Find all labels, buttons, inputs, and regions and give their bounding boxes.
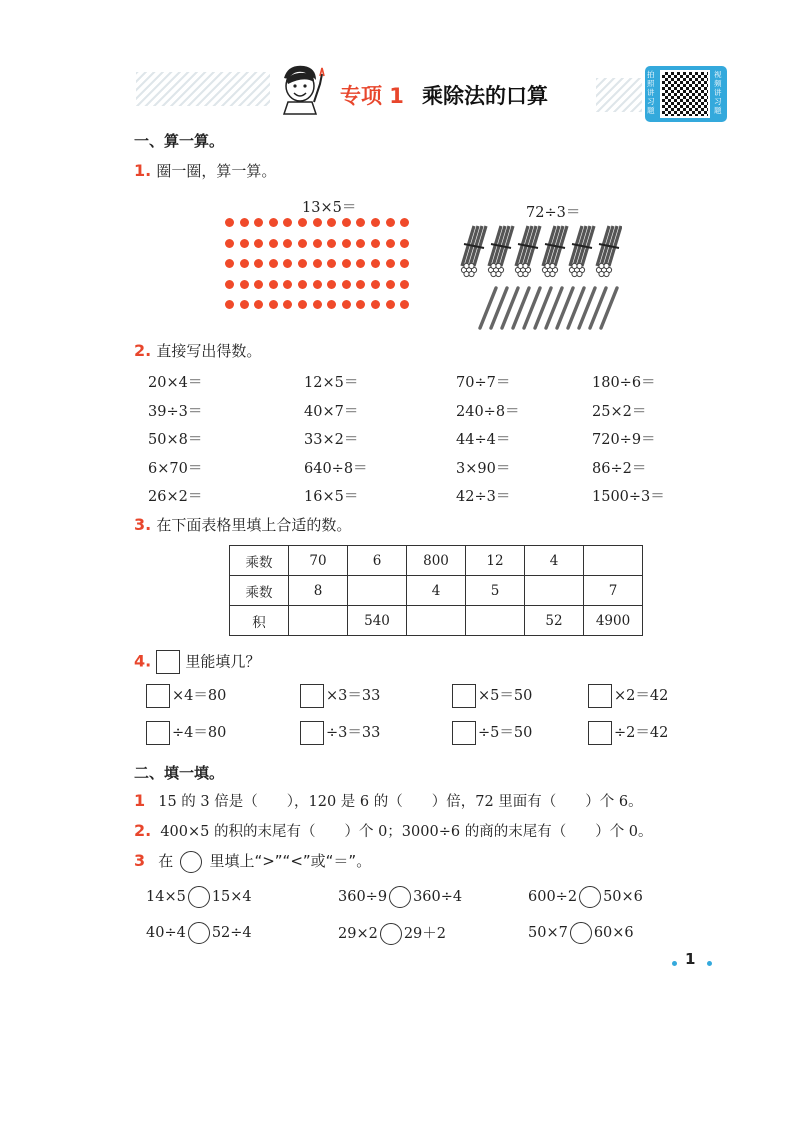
compare-left: 50×7	[528, 925, 568, 941]
q2-expression: 50×8＝	[148, 432, 203, 449]
compare-right: 52÷4	[211, 925, 252, 941]
dot	[327, 259, 336, 268]
f3-post: 里填上“>”“<”或“＝”。	[209, 852, 372, 870]
q2-expression: 1500÷3＝	[592, 489, 665, 506]
dot	[400, 280, 409, 289]
dot	[327, 218, 336, 227]
f3-number: 3	[134, 851, 146, 870]
q2-expression: 39÷3＝	[148, 403, 203, 420]
compare-right: 360÷4	[413, 889, 463, 905]
dot	[356, 280, 365, 289]
f1-number: 1	[134, 791, 146, 810]
dot	[386, 239, 395, 248]
dot	[225, 218, 234, 227]
q4-expression-text: ÷3＝33	[326, 725, 381, 741]
compare-left: 29×2	[338, 926, 378, 942]
compare-item	[338, 886, 462, 908]
q4-expression	[146, 721, 226, 745]
dot-array	[225, 218, 415, 314]
dot	[356, 239, 365, 248]
dot	[371, 218, 380, 227]
dot	[298, 218, 307, 227]
q4-expression	[452, 721, 532, 745]
table-cell: 800	[407, 546, 466, 576]
dot	[342, 218, 351, 227]
q2-expression: 26×2＝	[148, 489, 203, 506]
table-row-header: 积	[230, 606, 289, 636]
page-dot-right	[707, 961, 712, 966]
section-1-title: 一、算一算。	[134, 132, 225, 150]
q4-expression-text: ÷5＝50	[478, 725, 533, 741]
q2-expression: 3×90＝	[456, 460, 511, 477]
dot	[371, 300, 380, 309]
dot	[400, 259, 409, 268]
q4-expression-text: ÷4＝80	[172, 725, 227, 741]
dot	[400, 218, 409, 227]
table-cell: 4900	[584, 606, 643, 636]
table-cell	[407, 606, 466, 636]
table-row-header: 乘数	[230, 546, 289, 576]
q4-expression	[588, 721, 668, 745]
table-cell	[289, 606, 348, 636]
dot	[254, 239, 263, 248]
dot	[225, 280, 234, 289]
q4-expression-text: ×4＝80	[172, 688, 227, 704]
dot	[254, 218, 263, 227]
stick-bundle	[488, 226, 513, 277]
section-2-title: 二、填一填。	[134, 764, 225, 782]
q3-heading	[134, 514, 351, 535]
table-row	[230, 546, 643, 576]
q1-number: 1.	[134, 161, 152, 180]
compare-right: 60×6	[593, 925, 634, 941]
q2-heading	[134, 340, 261, 361]
dot	[327, 300, 336, 309]
dot	[400, 239, 409, 248]
q2-expression: 180÷6＝	[592, 375, 656, 391]
q2-expression: 20×4＝	[148, 375, 203, 391]
answer-box[interactable]	[452, 684, 476, 708]
qr-panel[interactable]	[645, 66, 727, 122]
dot	[342, 300, 351, 309]
q2-text: 直接写出得数。	[156, 342, 262, 360]
dot	[283, 239, 292, 248]
boy-mascot-icon	[274, 62, 330, 116]
stick-bundle	[515, 226, 540, 277]
q2-number: 2.	[134, 341, 152, 360]
dot	[342, 239, 351, 248]
dot	[254, 259, 263, 268]
q4-expression-text: ×2＝42	[614, 688, 669, 704]
answer-box[interactable]	[588, 721, 612, 745]
dot	[240, 259, 249, 268]
qr-right-caption: 视频讲习题	[714, 70, 722, 115]
table-cell: 4	[525, 546, 584, 576]
dot	[327, 239, 336, 248]
dot	[386, 218, 395, 227]
dot	[342, 280, 351, 289]
table-cell: 8	[289, 576, 348, 606]
dot	[386, 300, 395, 309]
compare-left: 14×5	[146, 889, 186, 905]
q2-expression: 16×5＝	[304, 489, 359, 506]
compare-item	[146, 886, 252, 908]
q2-expression: 44÷4＝	[456, 432, 511, 449]
answer-box[interactable]	[146, 721, 170, 745]
q1-text: 圈一圈，算一算。	[156, 162, 277, 180]
dot	[240, 218, 249, 227]
header-stripe-right	[596, 78, 642, 112]
sticks-illustration	[452, 220, 622, 332]
dot	[371, 280, 380, 289]
q2-expression: 720÷9＝	[592, 432, 656, 449]
header-stripe-left	[136, 72, 270, 106]
compare-right: 15×4	[211, 889, 252, 905]
dot	[313, 239, 322, 248]
compare-item	[528, 886, 643, 908]
compare-item	[338, 922, 446, 945]
q4-number: 4.	[134, 651, 152, 671]
dot	[386, 280, 395, 289]
q2-expression: 42÷3＝	[456, 489, 511, 506]
q4-expression	[300, 684, 380, 708]
q4-expression	[588, 684, 668, 708]
q4-heading	[134, 650, 260, 674]
q1-heading	[134, 160, 276, 181]
compare-circle[interactable]	[380, 923, 402, 945]
dot	[240, 300, 249, 309]
dot	[254, 280, 263, 289]
table-row	[230, 606, 643, 636]
dot	[356, 218, 365, 227]
q4-expression	[146, 684, 226, 708]
qr-code-icon	[660, 70, 710, 118]
f3-pre: 在	[158, 852, 174, 870]
dot	[269, 259, 278, 268]
answer-box[interactable]	[300, 684, 324, 708]
q2-expression: 6×70＝	[148, 460, 203, 477]
dot	[283, 259, 292, 268]
q4-expression	[300, 721, 380, 745]
compare-item	[146, 922, 252, 944]
dot	[313, 280, 322, 289]
table-cell: 7	[584, 576, 643, 606]
answer-box-icon	[156, 650, 180, 674]
q2-expression: 40×7＝	[304, 403, 359, 420]
q2-expression: 640÷8＝	[304, 460, 368, 477]
compare-circle[interactable]	[570, 922, 592, 944]
dot	[254, 300, 263, 309]
dot	[313, 218, 322, 227]
qr-left-caption: 拍照讲习题	[647, 70, 655, 115]
q2-expression: 86÷2＝	[592, 460, 647, 477]
dot	[386, 259, 395, 268]
page-number: 1	[685, 950, 696, 968]
compare-left: 40÷4	[146, 925, 186, 941]
table-cell: 4	[407, 576, 466, 606]
dot	[371, 239, 380, 248]
compare-item	[528, 922, 634, 944]
f2-text: 400×5 的积的末尾有（ ）个 0；3000÷6 的商的末尾有（ ）个 0。	[160, 824, 653, 840]
f1-line	[134, 790, 643, 811]
dot	[298, 239, 307, 248]
table-row-header: 乘数	[230, 576, 289, 606]
q4-text: 里能填几？	[185, 652, 261, 671]
f2-number: 2.	[134, 821, 152, 840]
compare-circle[interactable]	[188, 886, 210, 908]
dot	[269, 280, 278, 289]
stick-bundle	[542, 226, 567, 277]
dot	[356, 259, 365, 268]
dot	[283, 218, 292, 227]
q4-expression-text: ×5＝50	[478, 688, 533, 704]
answer-box[interactable]	[588, 684, 612, 708]
dot	[371, 259, 380, 268]
dot	[342, 259, 351, 268]
dot	[269, 300, 278, 309]
answer-box[interactable]	[452, 721, 476, 745]
table-cell: 6	[348, 546, 407, 576]
compare-circle[interactable]	[389, 886, 411, 908]
stick-bundle	[461, 226, 486, 277]
table-row	[230, 576, 643, 606]
table-cell: 5	[466, 576, 525, 606]
f2-line	[134, 820, 653, 841]
dot	[269, 239, 278, 248]
q4-expression-text: ÷2＝42	[614, 725, 669, 741]
dot	[283, 280, 292, 289]
compare-circle[interactable]	[188, 922, 210, 944]
compare-left: 600÷2	[528, 889, 578, 905]
q4-expression-text: ×3＝33	[326, 688, 381, 704]
dot	[298, 259, 307, 268]
dot	[283, 300, 292, 309]
dot	[225, 259, 234, 268]
dot	[327, 280, 336, 289]
dot	[400, 300, 409, 309]
q1-left-expression: 13×5＝	[302, 200, 357, 216]
q2-expression: 25×2＝	[592, 403, 647, 420]
compare-circle-icon	[180, 851, 202, 873]
dot	[240, 239, 249, 248]
dot	[225, 300, 234, 309]
table-cell	[466, 606, 525, 636]
compare-right: 50×6	[603, 889, 643, 905]
dot	[313, 300, 322, 309]
table-cell: 12	[466, 546, 525, 576]
f3-line	[134, 850, 371, 873]
table-cell	[348, 576, 407, 606]
q1-right-expression: 72÷3＝	[526, 205, 581, 221]
compare-right: 29＋2	[403, 926, 447, 942]
dot	[298, 300, 307, 309]
q4-expression	[452, 684, 532, 708]
q2-expression: 12×5＝	[304, 375, 359, 391]
table-cell: 70	[289, 546, 348, 576]
table-cell: 52	[525, 606, 584, 636]
dot	[313, 259, 322, 268]
page-dot-left	[672, 961, 677, 966]
dot	[225, 239, 234, 248]
compare-left: 360÷9	[338, 889, 388, 905]
f1-text: 15 的 3 倍是（ ），120 是 6 的（ ）倍，72 里面有（ ）个 6。	[158, 794, 643, 810]
q3-number: 3.	[134, 515, 152, 534]
table-cell	[584, 546, 643, 576]
fill-table	[229, 545, 643, 636]
page-title: 乘除法的口算	[422, 84, 548, 108]
q2-expression: 33×2＝	[304, 432, 359, 449]
topic-number: 专项 1	[340, 84, 404, 108]
compare-circle[interactable]	[579, 886, 601, 908]
table-cell	[525, 576, 584, 606]
table-cell: 540	[348, 606, 407, 636]
answer-box[interactable]	[146, 684, 170, 708]
dot	[298, 280, 307, 289]
answer-box[interactable]	[300, 721, 324, 745]
stick-bundle	[596, 226, 621, 277]
q2-expression: 70÷7＝	[456, 375, 511, 391]
stick-bundle	[569, 226, 594, 277]
dot	[356, 300, 365, 309]
q2-expression: 240÷8＝	[456, 403, 520, 420]
q3-text: 在下面表格里填上合适的数。	[156, 516, 352, 534]
dot	[269, 218, 278, 227]
dot	[240, 280, 249, 289]
